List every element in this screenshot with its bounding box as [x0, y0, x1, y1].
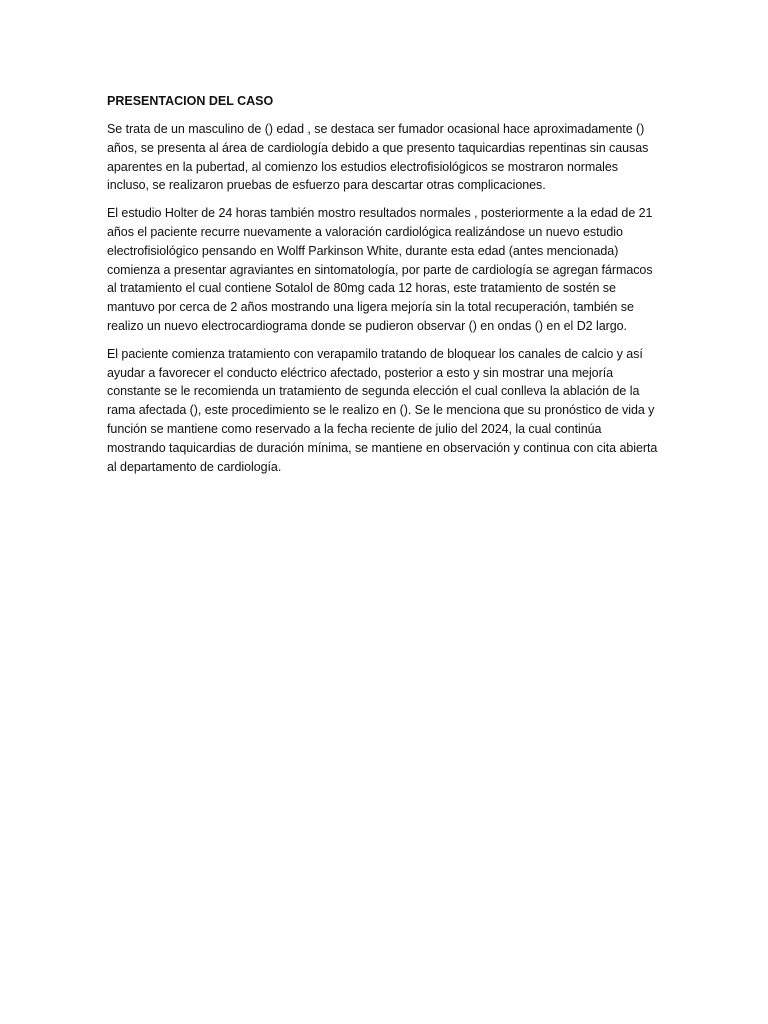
document-title: PRESENTACION DEL CASO	[107, 94, 274, 108]
document-body	[107, 92, 663, 485]
paragraph-3: El paciente comienza tratamiento con verapamilo tratando de bloquear los canales de calcio y así ayudar a favorecer el conducto eléctrico afectado, posterior a esto y sin mostrar una mejoría constante se le recomienda un tratamiento de segunda elección el cual conlleva la ablación de la rama afectada (), este procedimiento se le realizo en (). Se le menciona que su pronóstico de vida y función se mantiene como reservado a la fecha reciente de julio del 2024, la cual continúa mostrando taquicardias de duración mínima, se mantiene en observación y continua con cita abierta al departamento de cardiología.	[107, 346, 658, 474]
paragraph-1: Se trata de un masculino de () edad , se destaca ser fumador ocasional hace aproximadamente () años, se presenta al área de cardiología debido a que presento taquicardias repentinas sin causas aparentes en la pubertad, al comienzo los estudios electrofisiológicos se mostraron normales incluso, se realizaron pruebas de esfuerzo para descartar otras complicaciones.	[107, 122, 649, 193]
paragraph-2: El estudio Holter de 24 horas también mostro resultados normales , posteriormente a la edad de 21 años el paciente recurre nuevamente a valoración cardiológica realizándose un nuevo estudio electrofisiológico pensando en Wolff Parkinson White, durante esta edad (antes mencionada) comienza a presentar agraviantes en sintomatología, por parte de cardiología se agregan fármacos al tratamiento el cual contiene Sotalol de 80mg cada 12 horas, este tratamiento de sostén se mantuvo por cerca de 2 años mostrando una ligera mejoría sin la total recuperación, también se realizo un nuevo electrocardiograma donde se pudieron observar () en ondas () en el D2 largo.	[107, 206, 653, 333]
